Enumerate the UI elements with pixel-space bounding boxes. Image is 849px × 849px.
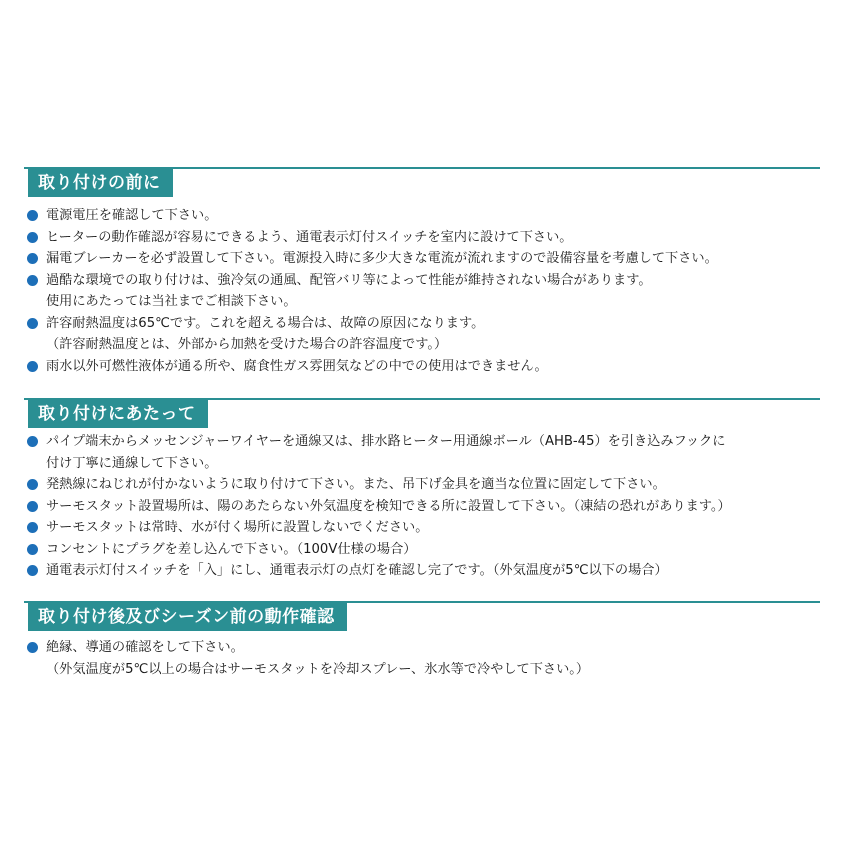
- item-text: サーモスタット設置場所は、陽のあたらない外気温度を検知できる所に設置して下さい。（凍結の恐れがあります。）: [46, 498, 731, 514]
- list-item: [24, 270, 820, 313]
- bullet-icon: [27, 232, 38, 243]
- item-text-continued: 付け丁寧に通線して下さい。: [46, 455, 218, 471]
- list-item: [24, 205, 820, 227]
- bullet-icon: [27, 501, 38, 512]
- item-text: サーモスタットは常時、水が付く場所に設置しないでください。: [46, 520, 429, 535]
- item-text: 許容耐熱温度は65℃です。これを超える場合は、故障の原因になります。: [46, 315, 485, 331]
- list-item: [24, 474, 820, 496]
- item-text: コンセントにプラグを差し込んで下さい。（100V仕様の場合）: [46, 541, 417, 557]
- list-item: [24, 227, 820, 249]
- item-text: 漏電ブレーカーを必ず設置して下さい。電源投入時に多少大きな電流が流れますので設備容量を考慮して下さい。: [46, 251, 718, 266]
- item-text: 雨水以外可燃性液体が通る所や、腐食性ガス雰囲気などの中での使用はできません。: [46, 358, 548, 374]
- list-item: [24, 248, 820, 270]
- bullet-icon: [27, 253, 38, 264]
- list-item: [24, 431, 820, 474]
- list-item: [24, 496, 820, 518]
- section-title: 取り付けにあたって: [28, 400, 208, 428]
- item-list: [24, 205, 820, 377]
- bullet-icon: [27, 210, 38, 221]
- list-item: [24, 539, 820, 561]
- bullet-icon: [27, 275, 38, 286]
- bullet-icon: [27, 642, 38, 653]
- bullet-icon: [27, 544, 38, 555]
- item-text: ヒーターの動作確認が容易にできるよう、通電表示灯付スイッチを室内に設けて下さい。: [46, 229, 573, 245]
- list-item: [24, 356, 820, 378]
- list-item: [24, 637, 820, 680]
- item-text: 過酷な環境での取り付けは、強冷気の通風、配管バリ等によって性能が維持されない場合があります。: [46, 272, 652, 288]
- item-text: 絶縁、導通の確認をして下さい。: [46, 640, 244, 655]
- bullet-icon: [27, 479, 38, 490]
- item-text: 通電表示灯付スイッチを「入」にし、通電表示灯の点灯を確認し完了です。（外気温度が5℃以下の場合）: [46, 563, 668, 578]
- bullet-icon: [27, 361, 38, 372]
- bullet-icon: [27, 318, 38, 329]
- item-text-continued: （許容耐熱温度とは、外部から加熱を受けた場合の許容温度です。）: [46, 337, 448, 352]
- item-text: 電源電圧を確認して下さい。: [46, 208, 218, 223]
- item-list: [24, 431, 820, 582]
- bullet-icon: [27, 522, 38, 533]
- bullet-icon: [27, 565, 38, 576]
- item-list: [24, 637, 820, 680]
- list-item: [24, 517, 820, 539]
- list-item: [24, 560, 820, 582]
- list-item: [24, 313, 820, 356]
- item-text: パイプ端末からメッセンジャーワイヤーを通線又は、排水路ヒーター用通線ボール（AHB-45）を引き込みフックに: [46, 434, 726, 449]
- item-text-continued: （外気温度が5℃以上の場合はサーモスタットを冷却スプレー、氷水等で冷やして下さい。）: [46, 661, 590, 677]
- item-text-continued: 使用にあたっては当社までご相談下さい。: [46, 294, 297, 309]
- section-title: 取り付けの前に: [28, 169, 173, 197]
- section-title: 取り付け後及びシーズン前の動作確認: [28, 603, 347, 631]
- item-text: 発熱線にねじれが付かないように取り付けて下さい。また、吊下げ金具を適当な位置に固定して下さい。: [46, 477, 666, 492]
- bullet-icon: [27, 436, 38, 447]
